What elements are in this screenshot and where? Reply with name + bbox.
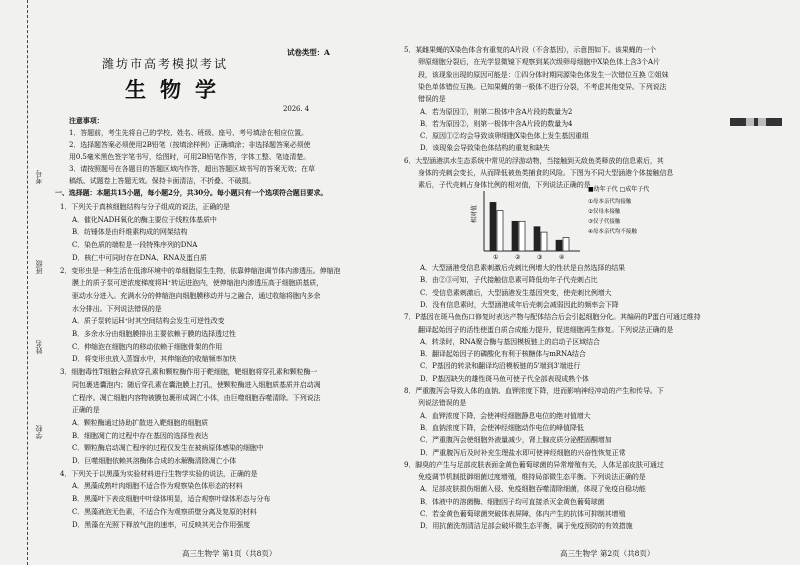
bar-juvenile (512, 221, 518, 251)
subject-title: 生物学 (125, 78, 230, 102)
note-line: 3．请按照题号在各题目的答题区域内作答，超出答题区域书写的答案无效；在草 (69, 165, 315, 173)
bar-adult (541, 232, 547, 251)
question-line: 7．P基因在斑马鱼伤口修复时表达产物与配体结合后会引起细胞分化。其编码的P蛋白可通过维持 (404, 313, 701, 322)
note-line: 稿纸、试题卷上答题无效。保持卡面清洁，不折叠、不破损。 (69, 177, 256, 185)
option-line: B．翻译起始因子的磷酸化有利于核糖体与mRNA结合 (420, 350, 586, 359)
bar-adult (563, 238, 569, 252)
option-line: B．体液中的溶菌酶、细胞因子均可直接杀灭金黄色葡萄球菌 (420, 497, 605, 506)
option-line: C．P基因的转录和翻译均沿模板链的5'端到3'端进行 (420, 362, 581, 371)
option-line: B．若为原因②，则第一极体中含A片段的数量为4 (420, 119, 573, 128)
option-line: A．若为原因①，则第二极体中含A片段的数量为2 (420, 107, 573, 116)
footer-page1: 高三生物学 第1页（共8页） (182, 549, 277, 558)
option-line: A．转录时，RNA聚合酶与基因模板链上的启动子区域结合 (420, 337, 600, 346)
option-line: C．严重腹泻会使细胞外液量减少，肾上腺皮质分泌醛固酮增加 (420, 436, 612, 445)
option-line: A．血钾浓度下降，会使神经细胞静息电位的绝对值增大 (420, 411, 591, 420)
paper-type: 试卷类型：A (287, 48, 330, 57)
x-tick-label: ② (515, 254, 521, 261)
question-line: 正确的是 (72, 406, 100, 415)
question-line: 染色单体错位互换。已知果蝇的第一极体不进行分裂，不考虑其他变异。下列说法 (418, 82, 667, 91)
option-line: A．黑藻成熟叶肉细胞不适合作为观察染色体形态的材料 (72, 482, 243, 491)
question-line: 6．大型涵港洪水生态系统中常见的浮游动物，当接触到天敌鱼类释放的信息素后，其 (404, 156, 664, 165)
question-line: 翻译起始因子的活性使蛋白质合成能力提升，促进细胞再生修复。下列说法正确的是 (418, 325, 674, 334)
option-line: C．受信息素刺激后，大型涵港发生基因突变，使壳刺比例增大 (420, 288, 612, 297)
option-line: C．伸缩泡在细胞内的移动依赖于细胞骨架的作用 (72, 342, 223, 351)
exam-title: 潍坊市高考模拟考试 (102, 57, 229, 71)
option-line: D．严重腹泻后及时补充生理盐水即可使神经细胞的兴奋性恢复正常 (420, 448, 626, 457)
question-line: 卵原细胞分裂后，在光学显微镜下观察到某次级卵母细胞中X染色体上含3个A片 (418, 58, 660, 67)
option-line: D．黑藻在光照下释放气泡的速率，可反映其光合作用强度 (72, 520, 251, 529)
option-line: D．没有信息素时，大型涵港成年后壳刺会减弱因此的频率会下降 (420, 300, 619, 309)
question-line: 免疫调节机制抵御细菌过度增殖，维持局部微生态平衡。下列说法正确的是 (418, 473, 646, 482)
question-line: 亡程序。凋亡细胞内容物被膜包裹形成凋亡小体，由巨噬细胞吞噬清除。下列说法 (72, 393, 321, 402)
question-line: 5．某雌果蝇的X染色体含有重复的A片段（不含基因），示意图如下。该果蝇的一个 (404, 46, 657, 54)
option-line: D．核仁中可同时存在DNA、RNA及蛋白质 (72, 253, 207, 262)
bar-juvenile (534, 227, 540, 251)
option-line: A．足部皮肤损伤细菌入侵、免疫细胞吞噬清除细菌，体现了免疫自稳功能 (420, 485, 646, 494)
school-label: 学校 (35, 425, 43, 439)
question-line: 膜上的质子泵可逆浓度梯度将H⁺转运进泡内，使伸缩泡内渗透压高于细胞质基质， (72, 279, 324, 288)
question-line: 2．变形虫是一种生活在低渗环境中的单细胞原生生物，依靠伸缩泡调节体内渗透压。伸缩泡 (60, 266, 341, 275)
question-line: 8．严重腹泻会导致人体的血钠、血钾浓度下降，进而影响神经冲动的产生和传导。下 (404, 387, 664, 395)
option-line: C．染色质的端粒是一段特殊序列的DNA (72, 241, 198, 250)
option-line: B．细胞凋亡的过程中存在基因的选择性表达 (72, 431, 209, 440)
note-line: 1．答题前，考生先将自己的学校、姓名、班级、座号、考号填涂在相应位置。 (69, 129, 308, 137)
question-line: 身体的壳刺会变长，从而降低被鱼类捕食的风险。下图为不同大型涵港个体接触信息 (418, 169, 674, 177)
option-line: A．催化NADH氧化的酶主要位于线粒体基质中 (72, 215, 217, 224)
x-tick-label: ③ (537, 254, 543, 261)
bar-adult (519, 221, 525, 251)
chart (462, 183, 692, 265)
question-line: 9．脚臭的产生与足部皮肤表面金黄色葡萄球菌的异常增殖有关，人体足部皮肤可通过 (404, 460, 664, 469)
option-line: C．若金黄色葡萄球菌突破体表屏障，体内产生的抗体可抑制其增殖 (420, 510, 626, 518)
chromosome-diagram (730, 116, 782, 128)
option-line: A．大型涵港受信息素刺激后壳刺比例增大的性状是自然选择的结果 (420, 264, 626, 272)
question-line: 1．下列关于真核细胞结构与分子组成的说法，正确的是 (60, 203, 230, 211)
binding-line (27, 0, 28, 565)
option-line: A．质子泵转运H⁺时其空间结构会发生可逆性改变 (72, 317, 225, 326)
option-line: B．黑藻叶下表皮细胞中叶绿体明显，适合观察叶绿体形态与分布 (72, 495, 271, 504)
notes-title: 注意事项： (69, 116, 104, 125)
option-line: D．将变形虫放入蒸馏水中，其伸缩泡的收缩频率加快 (72, 355, 237, 364)
x-tick-label: ① (493, 254, 499, 261)
bar-juvenile (490, 202, 496, 251)
x-tick-label: ④ (559, 254, 565, 261)
option-line: D．P基因缺失的雄性斑马鱼可使子代全部表现成熟个体 (420, 374, 589, 383)
option-line: C．颗粒酶启动凋亡程序的过程仅发生在被病原体感染的细胞中 (72, 444, 264, 453)
question-line: 4．下列关于以黑藻为实验材料进行生物学实验的说法，正确的是 (60, 469, 258, 478)
bar-juvenile (556, 240, 562, 251)
question-line: 同包裹进囊泡内；随后穿孔素在囊泡膜上打孔，使颗粒酶进入细胞质基质并启动凋 (72, 380, 321, 389)
question-line: 驱动水分进入。充满水分的伸缩泡向细胞膜移动并与之融合，通过收缩将胞内多余 (72, 291, 321, 300)
chart-legend: ■幼年子代 □成年子代 (588, 186, 650, 193)
option-line: D．该现象会导致染色体结构的重复和缺失 (420, 144, 550, 153)
option-line: A．颗粒酶通过协助扩散进入靶细胞的细胞质 (72, 418, 209, 427)
exam-number-label: 考号 (35, 170, 43, 184)
question-line: 错误的是 (418, 95, 446, 104)
option-line: B．由②③可知，子代接触信息素可降低幼年子代壳刺占比 (420, 276, 598, 285)
condition-label: ④母本亲代均不接触 (588, 229, 637, 235)
note-line: 用0.5毫米黑色签字笔书写，绘图时，可用2B铅笔作答，字体工整、笔迹清楚。 (69, 153, 311, 161)
note-line: 2．选择题答案必须使用2B铅笔（按填涂样例）正确填涂；非选择题答案必须使 (69, 141, 311, 149)
option-line: C．原因①②均会导致该卵细胞X染色体上发生基因重组 (420, 132, 589, 141)
question-line: 列说法错误的是 (418, 399, 467, 408)
option-line: D．巨噬细胞依赖其溶酶体合成的水解酶清除凋亡小体 (72, 457, 237, 465)
question-line: 3．细胞毒性T细胞会释放穿孔素和颗粒酶作用于靶细胞，靶细胞将穿孔素和颗粒酶一 (60, 368, 318, 377)
option-line: D．用抗菌洗剂清洁足部会破坏微生态平衡，属于免疫预防的有效措施 (420, 522, 633, 531)
question-line: 素后，子代壳刺占身体比例的相对值，下列说法正确的是 (418, 181, 591, 190)
question-line: 水分排出。下列说法错误的是 (72, 304, 162, 313)
section-one-heading: 一、选择题：本题共15小题，每小题2分，共30分。每小题只有一个选项符合题目要求。 (55, 188, 328, 197)
option-line: B．纺锤体是由纤维素构成的网架结构 (72, 228, 188, 237)
y-axis-label: 相对值 (471, 204, 478, 223)
condition-label: ②仅母本接触 (588, 209, 621, 215)
footer-page2: 高三生物学 第2页（共8页） (560, 549, 655, 558)
bar-adult (497, 211, 503, 252)
name-label: 姓名 (35, 340, 43, 354)
condition-label: ①母本亲代均接触 (588, 199, 632, 205)
condition-label: ③仅子代接触 (588, 219, 621, 225)
exam-date: 2026. 4 (283, 105, 310, 113)
option-line: B．多余水分由细胞膜排出主要依赖于膜的选择透过性 (72, 330, 236, 338)
option-line: C．黑藻液泡无色素，不适合作为观察质壁分离及复原的材料 (72, 507, 257, 516)
class-label: 班级 (35, 260, 43, 274)
question-line: 段，该现象出现的原因可能是：①四分体时期同源染色体发生一次错位互换 ②姐妹 (418, 70, 669, 79)
option-line: B．血钠浓度下降，会使神经细胞动作电位的峰值降低 (420, 423, 584, 432)
